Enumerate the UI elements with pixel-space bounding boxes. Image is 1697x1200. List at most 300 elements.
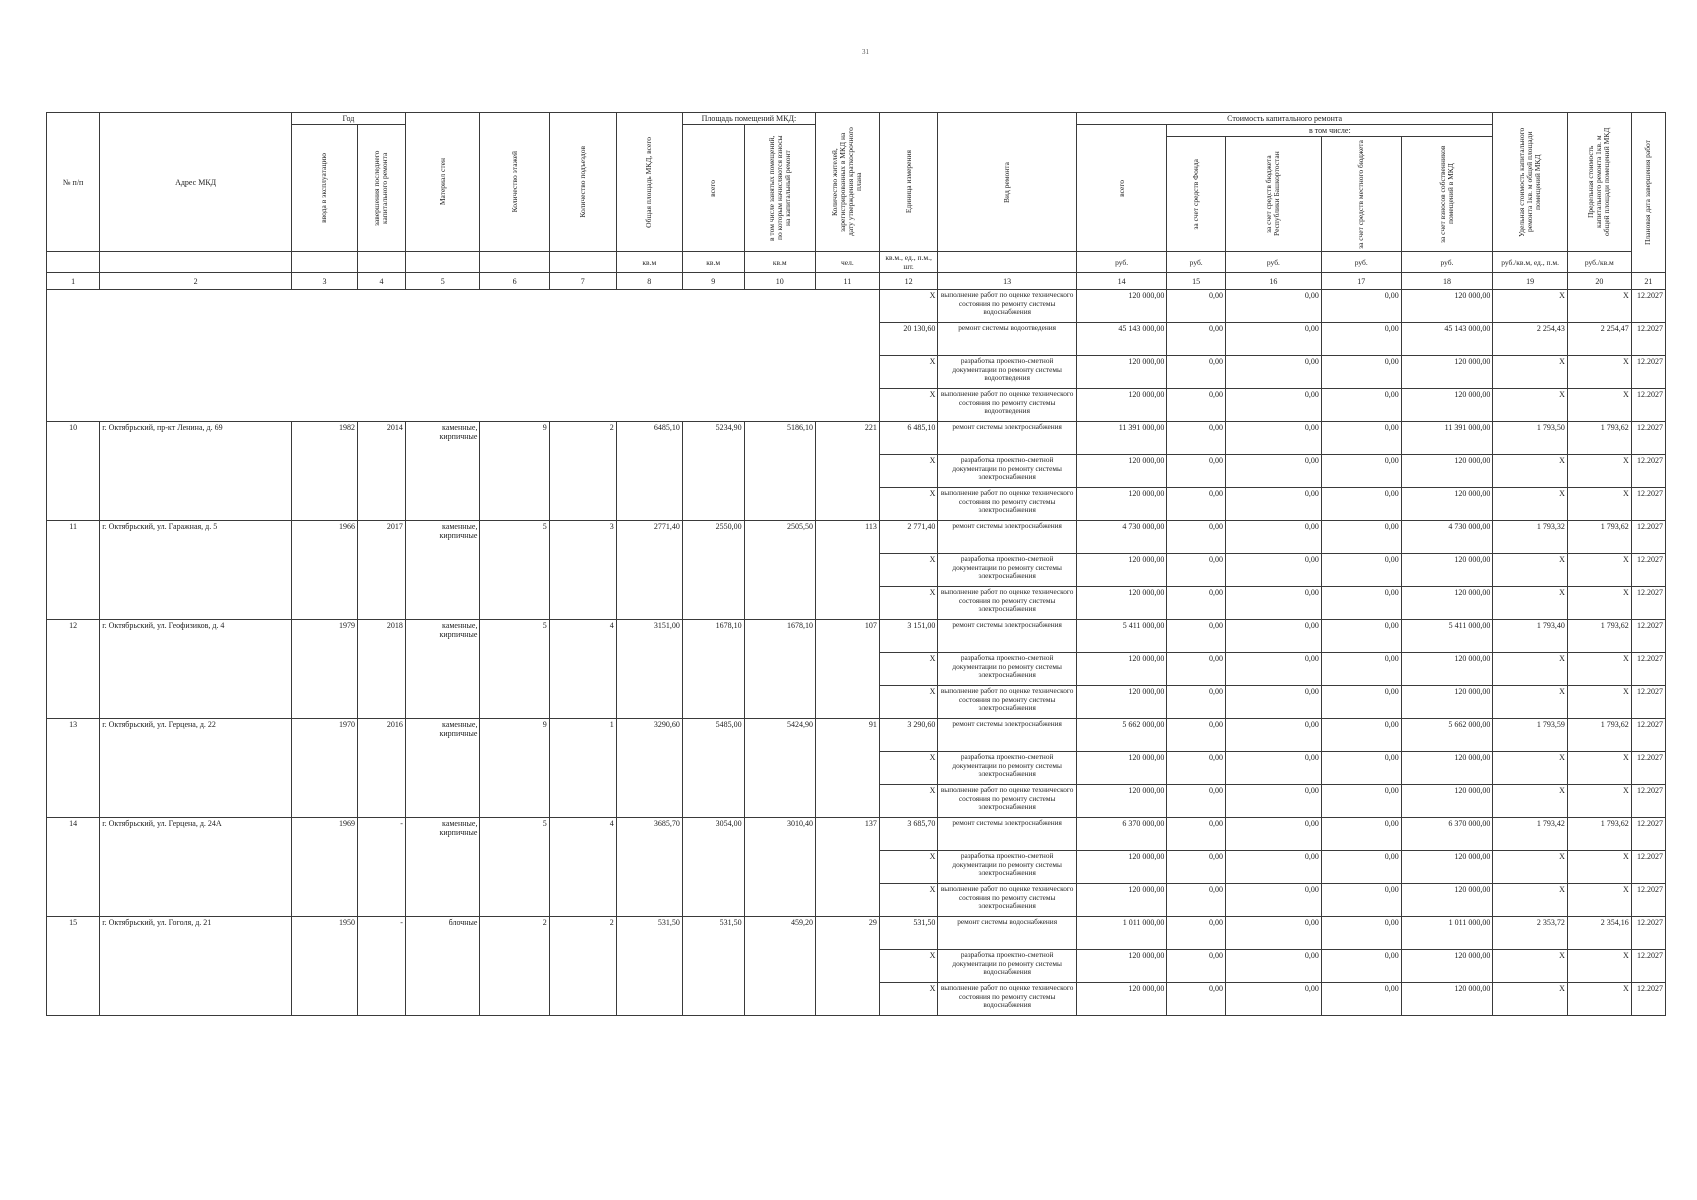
cost-owners: 120 000,00	[1401, 455, 1493, 488]
work-type: выполнение работ по оценке технического состояния по ремонту системы электроснабжения	[938, 587, 1076, 620]
cost-local: 0,00	[1321, 488, 1401, 521]
cost-fund: 0,00	[1167, 818, 1226, 851]
house-address: г. Октябрьский, ул. Герцена, д. 24А	[100, 818, 292, 917]
column-number: 1	[47, 273, 100, 290]
cost-republic: 0,00	[1225, 356, 1321, 389]
entrances: 4	[549, 620, 616, 719]
work-unit: X	[879, 587, 938, 620]
cost-total: 4 730 000,00	[1076, 521, 1167, 554]
cost-local: 0,00	[1321, 818, 1401, 851]
work-type: выполнение работ по оценке технического состояния по ремонту системы электроснабжения	[938, 884, 1076, 917]
cost-fund: 0,00	[1167, 620, 1226, 653]
cost-republic: 0,00	[1225, 488, 1321, 521]
house-number: 14	[47, 818, 100, 917]
cost-total: 120 000,00	[1076, 851, 1167, 884]
cost-local: 0,00	[1321, 455, 1401, 488]
cost-republic: 0,00	[1225, 521, 1321, 554]
max-unit-cost: X	[1567, 851, 1631, 884]
repair-plan-sheet	[46, 112, 1666, 1016]
header-cost-owners: за счет взносов собственников помещений в МКД	[1401, 137, 1493, 252]
unit-cost: X	[1493, 983, 1568, 1016]
unit-cost: X	[1493, 290, 1568, 323]
cost-owners: 120 000,00	[1401, 488, 1493, 521]
header-cost-fund: за счет средств Фонда	[1167, 137, 1226, 252]
page-number: 31	[862, 48, 869, 56]
cost-republic: 0,00	[1225, 554, 1321, 587]
cost-local: 0,00	[1321, 554, 1401, 587]
planned-date: 12.2027	[1631, 356, 1665, 389]
cost-local: 0,00	[1321, 851, 1401, 884]
cost-owners: 1 011 000,00	[1401, 917, 1493, 950]
max-unit-cost: X	[1567, 653, 1631, 686]
floors: 5	[480, 818, 549, 917]
premises-total: 3054,00	[682, 818, 744, 917]
header-unit-cost: Удельная стоимость капитального ремонта 1кв. м общей площади помещений МКД	[1493, 113, 1568, 252]
cost-republic: 0,00	[1225, 422, 1321, 455]
max-unit-cost: 1 793,62	[1567, 818, 1631, 851]
unit-cost: 2 254,43	[1493, 323, 1568, 356]
cost-total: 120 000,00	[1076, 356, 1167, 389]
premises-total: 5234,90	[682, 422, 744, 521]
max-unit-cost: 1 793,62	[1567, 422, 1631, 455]
table-row	[47, 620, 1666, 653]
max-unit-cost: 1 793,62	[1567, 719, 1631, 752]
units-row	[47, 252, 1666, 273]
work-unit: X	[879, 785, 938, 818]
planned-date: 12.2027	[1631, 851, 1665, 884]
header-residents: Количество жителей, зарегистрированных в МКД на дату утверждения краткосрочного плана	[815, 113, 879, 252]
column-number: 4	[357, 273, 405, 290]
max-unit-cost: X	[1567, 752, 1631, 785]
work-type: выполнение работ по оценке технического состояния по ремонту системы электроснабжения	[938, 686, 1076, 719]
cost-fund: 0,00	[1167, 521, 1226, 554]
unit-cell: руб./кв.м	[1567, 252, 1631, 273]
wall-material: каменные, кирпичные	[405, 422, 480, 521]
unit-cell: кв.м	[744, 252, 815, 273]
cost-republic: 0,00	[1225, 851, 1321, 884]
column-number: 19	[1493, 273, 1568, 290]
unit-cell: чел.	[815, 252, 879, 273]
unit-cell: кв.м	[682, 252, 744, 273]
cost-owners: 120 000,00	[1401, 950, 1493, 983]
cost-total: 120 000,00	[1076, 455, 1167, 488]
header-repair-type: Вид ремонта	[938, 113, 1076, 252]
cost-total: 120 000,00	[1076, 389, 1167, 422]
header-max-unit-cost: Предельная стоимость капитального ремонта 1кв. м общей площади помещений МКД	[1567, 113, 1631, 252]
cost-republic: 0,00	[1225, 290, 1321, 323]
max-unit-cost: X	[1567, 983, 1631, 1016]
cost-local: 0,00	[1321, 521, 1401, 554]
year-last-repair: 2014	[357, 422, 405, 521]
header-cost-total: всего	[1076, 125, 1167, 252]
header-year-commission: ввода в эксплуатацию	[291, 125, 357, 252]
cost-fund: 0,00	[1167, 389, 1226, 422]
work-type: ремонт системы электроснабжения	[938, 719, 1076, 752]
cost-fund: 0,00	[1167, 290, 1226, 323]
column-number: 20	[1567, 273, 1631, 290]
header-premises-group: Площадь помещений МКД:	[682, 113, 815, 125]
planned-date: 12.2027	[1631, 455, 1665, 488]
cost-owners: 120 000,00	[1401, 389, 1493, 422]
cost-fund: 0,00	[1167, 884, 1226, 917]
cost-republic: 0,00	[1225, 620, 1321, 653]
work-type: разработка проектно-сметной документации по ремонту системы электроснабжения	[938, 851, 1076, 884]
unit-cost: 1 793,59	[1493, 719, 1568, 752]
unit-cost: X	[1493, 488, 1568, 521]
residents: 137	[815, 818, 879, 917]
planned-date: 12.2027	[1631, 917, 1665, 950]
total-area: 3290,60	[616, 719, 682, 818]
cost-republic: 0,00	[1225, 884, 1321, 917]
work-type: выполнение работ по оценке технического состояния по ремонту системы электроснабжения	[938, 488, 1076, 521]
table-row	[47, 917, 1666, 950]
header-total-area: Общая площадь МКД, всего	[616, 113, 682, 252]
planned-date: 12.2027	[1631, 554, 1665, 587]
cost-owners: 120 000,00	[1401, 653, 1493, 686]
total-area: 3151,00	[616, 620, 682, 719]
table-row	[47, 818, 1666, 851]
work-type: выполнение работ по оценке технического состояния по ремонту системы водоснабжения	[938, 290, 1076, 323]
cost-owners: 120 000,00	[1401, 851, 1493, 884]
cost-local: 0,00	[1321, 587, 1401, 620]
work-type: выполнение работ по оценке технического состояния по ремонту системы водоотведения	[938, 389, 1076, 422]
floors: 9	[480, 422, 549, 521]
max-unit-cost: X	[1567, 785, 1631, 818]
column-number: 7	[549, 273, 616, 290]
premises-funded: 5186,10	[744, 422, 815, 521]
planned-date: 12.2027	[1631, 752, 1665, 785]
cost-fund: 0,00	[1167, 356, 1226, 389]
cost-total: 120 000,00	[1076, 653, 1167, 686]
entrances: 2	[549, 917, 616, 1016]
work-type: ремонт системы водоснабжения	[938, 917, 1076, 950]
total-area: 2771,40	[616, 521, 682, 620]
max-unit-cost: X	[1567, 455, 1631, 488]
unit-cost: X	[1493, 389, 1568, 422]
work-type: ремонт системы электроснабжения	[938, 521, 1076, 554]
max-unit-cost: X	[1567, 356, 1631, 389]
column-number: 6	[480, 273, 549, 290]
cost-fund: 0,00	[1167, 719, 1226, 752]
table-body	[47, 290, 1666, 1016]
house-address: г. Октябрьский, ул. Герцена, д. 22	[100, 719, 292, 818]
cost-republic: 0,00	[1225, 686, 1321, 719]
planned-date: 12.2027	[1631, 686, 1665, 719]
max-unit-cost: X	[1567, 950, 1631, 983]
table-row	[47, 719, 1666, 752]
year-last-repair: 2018	[357, 620, 405, 719]
work-type: разработка проектно-сметной документации по ремонту системы водоснабжения	[938, 950, 1076, 983]
entrances: 4	[549, 818, 616, 917]
year-last-repair: -	[357, 818, 405, 917]
column-number: 18	[1401, 273, 1493, 290]
column-number: 17	[1321, 273, 1401, 290]
premises-total: 5485,00	[682, 719, 744, 818]
unit-cost: X	[1493, 686, 1568, 719]
cost-local: 0,00	[1321, 389, 1401, 422]
header-cost-group: Стоимость капитального ремонта	[1076, 113, 1492, 125]
cost-fund: 0,00	[1167, 488, 1226, 521]
planned-date: 12.2027	[1631, 719, 1665, 752]
cost-local: 0,00	[1321, 884, 1401, 917]
unit-cost: X	[1493, 950, 1568, 983]
cost-owners: 45 143 000,00	[1401, 323, 1493, 356]
floors: 9	[480, 719, 549, 818]
unit-cost: X	[1493, 785, 1568, 818]
cost-republic: 0,00	[1225, 752, 1321, 785]
column-number: 3	[291, 273, 357, 290]
unit-cost: X	[1493, 851, 1568, 884]
year-commission: 1950	[291, 917, 357, 1016]
floors: 5	[480, 620, 549, 719]
planned-date: 12.2027	[1631, 620, 1665, 653]
cost-total: 120 000,00	[1076, 587, 1167, 620]
header-floors: Количество этажей	[480, 113, 549, 252]
max-unit-cost: X	[1567, 290, 1631, 323]
cost-owners: 120 000,00	[1401, 554, 1493, 587]
cost-fund: 0,00	[1167, 587, 1226, 620]
header-year-group: Год	[291, 113, 405, 125]
cost-fund: 0,00	[1167, 686, 1226, 719]
work-unit: 6 485,10	[879, 422, 938, 455]
cost-republic: 0,00	[1225, 785, 1321, 818]
total-area: 531,50	[616, 917, 682, 1016]
column-number: 8	[616, 273, 682, 290]
header-premises-total: всего	[682, 125, 744, 252]
cost-local: 0,00	[1321, 422, 1401, 455]
house-number: 11	[47, 521, 100, 620]
planned-date: 12.2027	[1631, 950, 1665, 983]
table-header	[47, 113, 1666, 290]
cost-fund: 0,00	[1167, 851, 1226, 884]
cost-local: 0,00	[1321, 785, 1401, 818]
cost-fund: 0,00	[1167, 323, 1226, 356]
cost-local: 0,00	[1321, 290, 1401, 323]
planned-date: 12.2027	[1631, 785, 1665, 818]
cost-owners: 120 000,00	[1401, 785, 1493, 818]
wall-material: каменные, кирпичные	[405, 719, 480, 818]
residents: 113	[815, 521, 879, 620]
cost-local: 0,00	[1321, 719, 1401, 752]
work-type: разработка проектно-сметной документации по ремонту системы электроснабжения	[938, 653, 1076, 686]
repair-plan-table	[46, 112, 1666, 1016]
planned-date: 12.2027	[1631, 521, 1665, 554]
work-type: ремонт системы водоотведения	[938, 323, 1076, 356]
cost-total: 45 143 000,00	[1076, 323, 1167, 356]
cost-owners: 120 000,00	[1401, 884, 1493, 917]
house-address: г. Октябрьский, ул. Гоголя, д. 21	[100, 917, 292, 1016]
work-unit: X	[879, 554, 938, 587]
residents: 29	[815, 917, 879, 1016]
cost-total: 6 370 000,00	[1076, 818, 1167, 851]
cost-local: 0,00	[1321, 620, 1401, 653]
work-type: ремонт системы электроснабжения	[938, 422, 1076, 455]
cost-fund: 0,00	[1167, 455, 1226, 488]
cost-owners: 120 000,00	[1401, 983, 1493, 1016]
cost-fund: 0,00	[1167, 950, 1226, 983]
cost-total: 120 000,00	[1076, 983, 1167, 1016]
max-unit-cost: X	[1567, 389, 1631, 422]
table-row	[47, 422, 1666, 455]
work-unit: 2 771,40	[879, 521, 938, 554]
cost-local: 0,00	[1321, 356, 1401, 389]
year-commission: 1969	[291, 818, 357, 917]
planned-date: 12.2027	[1631, 422, 1665, 455]
premises-funded: 1678,10	[744, 620, 815, 719]
residents: 107	[815, 620, 879, 719]
work-unit: X	[879, 983, 938, 1016]
cost-fund: 0,00	[1167, 983, 1226, 1016]
planned-date: 12.2027	[1631, 389, 1665, 422]
entrances: 2	[549, 422, 616, 521]
cost-republic: 0,00	[1225, 719, 1321, 752]
cost-fund: 0,00	[1167, 554, 1226, 587]
max-unit-cost: X	[1567, 587, 1631, 620]
premises-funded: 3010,40	[744, 818, 815, 917]
header-premises-funded: в том числе занятых помещений, по которым начисляются взносы на капитальный ремонт	[744, 125, 815, 252]
cost-total: 11 391 000,00	[1076, 422, 1167, 455]
column-number: 12	[879, 273, 938, 290]
cost-owners: 4 730 000,00	[1401, 521, 1493, 554]
unit-cost: 1 793,32	[1493, 521, 1568, 554]
work-unit: 3 151,00	[879, 620, 938, 653]
year-commission: 1970	[291, 719, 357, 818]
house-number: 10	[47, 422, 100, 521]
unit-cell: кв.м	[616, 252, 682, 273]
work-unit: X	[879, 389, 938, 422]
work-type: разработка проектно-сметной документации по ремонту системы электроснабжения	[938, 752, 1076, 785]
year-commission: 1982	[291, 422, 357, 521]
header-cost-local: за счет средств местного бюджета	[1321, 137, 1401, 252]
unit-cost: 1 793,42	[1493, 818, 1568, 851]
header-unit: Единица измерения	[879, 113, 938, 252]
wall-material: каменные, кирпичные	[405, 521, 480, 620]
cost-republic: 0,00	[1225, 983, 1321, 1016]
continued-house-cells	[47, 290, 880, 422]
wall-material: каменные, кирпичные	[405, 818, 480, 917]
cost-local: 0,00	[1321, 983, 1401, 1016]
work-type: ремонт системы электроснабжения	[938, 818, 1076, 851]
premises-total: 2550,00	[682, 521, 744, 620]
unit-cell: руб.	[1225, 252, 1321, 273]
unit-cost: X	[1493, 554, 1568, 587]
premises-total: 1678,10	[682, 620, 744, 719]
planned-date: 12.2027	[1631, 488, 1665, 521]
cost-total: 120 000,00	[1076, 884, 1167, 917]
header-address: Адрес МКД	[100, 113, 292, 252]
cost-total: 1 011 000,00	[1076, 917, 1167, 950]
cost-republic: 0,00	[1225, 587, 1321, 620]
unit-cell: руб.	[1076, 252, 1167, 273]
year-last-repair: 2017	[357, 521, 405, 620]
premises-funded: 459,20	[744, 917, 815, 1016]
header-year-last-repair: завершения последнего капитального ремонта	[357, 125, 405, 252]
cost-total: 120 000,00	[1076, 785, 1167, 818]
unit-cost: X	[1493, 653, 1568, 686]
total-area: 3685,70	[616, 818, 682, 917]
work-unit: X	[879, 851, 938, 884]
cost-republic: 0,00	[1225, 950, 1321, 983]
cost-total: 120 000,00	[1076, 686, 1167, 719]
column-number: 2	[100, 273, 292, 290]
unit-cost: 2 353,72	[1493, 917, 1568, 950]
cost-republic: 0,00	[1225, 917, 1321, 950]
house-address: г. Октябрьский, ул. Геофизиков, д. 4	[100, 620, 292, 719]
unit-cost: 1 793,50	[1493, 422, 1568, 455]
work-unit: X	[879, 290, 938, 323]
max-unit-cost: 2 254,47	[1567, 323, 1631, 356]
cost-owners: 5 662 000,00	[1401, 719, 1493, 752]
cost-owners: 11 391 000,00	[1401, 422, 1493, 455]
unit-cost: X	[1493, 356, 1568, 389]
cost-owners: 120 000,00	[1401, 752, 1493, 785]
max-unit-cost: 2 354,16	[1567, 917, 1631, 950]
max-unit-cost: X	[1567, 554, 1631, 587]
max-unit-cost: 1 793,62	[1567, 521, 1631, 554]
unit-cost: 1 793,40	[1493, 620, 1568, 653]
house-number: 15	[47, 917, 100, 1016]
year-last-repair: 2016	[357, 719, 405, 818]
work-type: выполнение работ по оценке технического состояния по ремонту системы электроснабжения	[938, 785, 1076, 818]
wall-material: каменные, кирпичные	[405, 620, 480, 719]
work-unit: X	[879, 686, 938, 719]
cost-fund: 0,00	[1167, 785, 1226, 818]
cost-owners: 5 411 000,00	[1401, 620, 1493, 653]
cost-local: 0,00	[1321, 752, 1401, 785]
premises-funded: 5424,90	[744, 719, 815, 818]
cost-republic: 0,00	[1225, 389, 1321, 422]
work-unit: 3 685,70	[879, 818, 938, 851]
planned-date: 12.2027	[1631, 587, 1665, 620]
wall-material: блочные	[405, 917, 480, 1016]
year-commission: 1966	[291, 521, 357, 620]
unit-cost: X	[1493, 884, 1568, 917]
cost-total: 120 000,00	[1076, 554, 1167, 587]
cost-owners: 120 000,00	[1401, 356, 1493, 389]
unit-cost: X	[1493, 752, 1568, 785]
floors: 5	[480, 521, 549, 620]
cost-local: 0,00	[1321, 686, 1401, 719]
header-wall-material: Материал стен	[405, 113, 480, 252]
column-number: 10	[744, 273, 815, 290]
cost-republic: 0,00	[1225, 653, 1321, 686]
cost-local: 0,00	[1321, 950, 1401, 983]
cost-owners: 6 370 000,00	[1401, 818, 1493, 851]
planned-date: 12.2027	[1631, 983, 1665, 1016]
header-planned-date: Плановая дата завершения работ	[1631, 113, 1665, 273]
planned-date: 12.2027	[1631, 818, 1665, 851]
column-number: 14	[1076, 273, 1167, 290]
column-number: 16	[1225, 273, 1321, 290]
cost-total: 120 000,00	[1076, 290, 1167, 323]
work-unit: 3 290,60	[879, 719, 938, 752]
cost-fund: 0,00	[1167, 917, 1226, 950]
cost-owners: 120 000,00	[1401, 686, 1493, 719]
cost-fund: 0,00	[1167, 653, 1226, 686]
table-row	[47, 521, 1666, 554]
max-unit-cost: X	[1567, 488, 1631, 521]
work-type: разработка проектно-сметной документации по ремонту системы электроснабжения	[938, 455, 1076, 488]
work-unit: X	[879, 653, 938, 686]
column-number: 11	[815, 273, 879, 290]
header-cost-republic: за счет средств бюджета Республики Башкортостан	[1225, 137, 1321, 252]
premises-funded: 2505,50	[744, 521, 815, 620]
cost-total: 120 000,00	[1076, 488, 1167, 521]
planned-date: 12.2027	[1631, 323, 1665, 356]
premises-total: 531,50	[682, 917, 744, 1016]
planned-date: 12.2027	[1631, 884, 1665, 917]
column-number: 15	[1167, 273, 1226, 290]
